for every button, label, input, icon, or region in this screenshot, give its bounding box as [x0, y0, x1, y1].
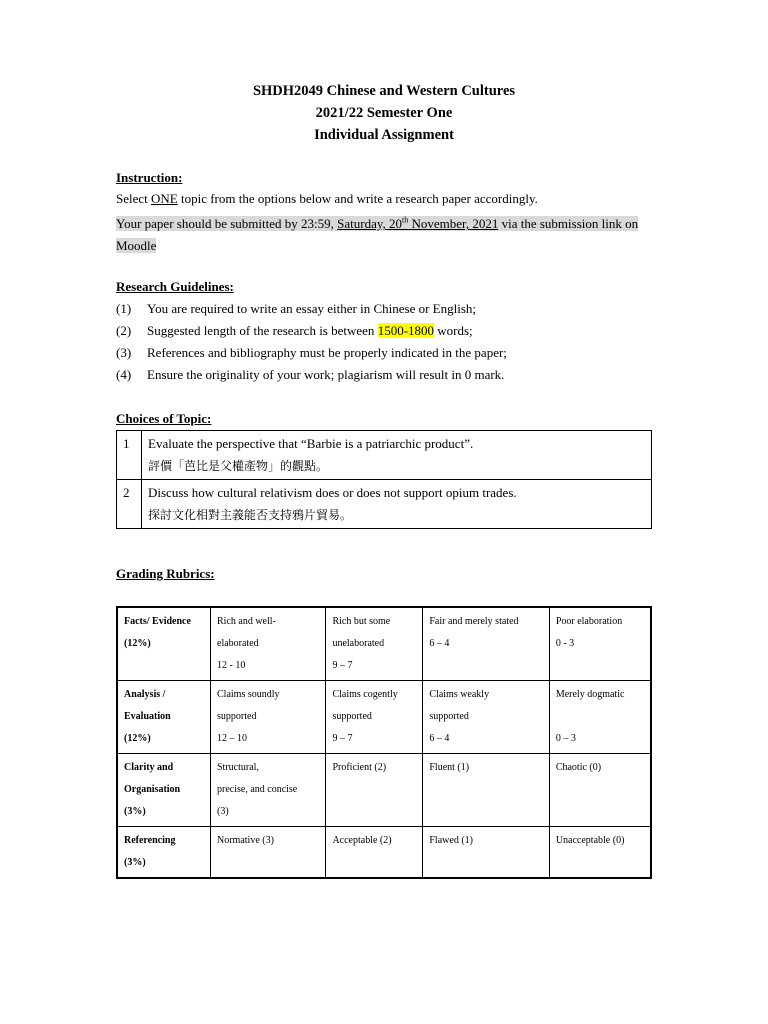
cell-line: supported: [217, 711, 257, 722]
select-one: ONE: [151, 191, 178, 206]
word-count-highlight: 1500-1800: [377, 323, 435, 338]
instruction-select-text: [116, 188, 652, 210]
table-row: [117, 480, 652, 529]
rubric-cell: [423, 827, 549, 879]
semester-title: 2021/22 Semester One: [315, 105, 453, 121]
table-row: [117, 431, 652, 480]
topic-english: Discuss how cultural relativism does or does not support opium trades.: [148, 485, 517, 500]
cell-line: Chaotic (0): [555, 762, 602, 773]
submission-deadline-text: [116, 210, 652, 257]
cell-line: Claims cogently: [332, 689, 398, 700]
table-row: [117, 607, 651, 681]
rubrics-table: [116, 606, 652, 879]
rubric-criterion: [117, 827, 211, 879]
document-title: [0, 80, 768, 146]
cell-line: Structural,: [217, 762, 259, 773]
instruction-heading: Instruction:: [116, 170, 183, 185]
assignment-title: Individual Assignment: [314, 127, 454, 143]
guideline-number: (3): [116, 345, 132, 360]
guideline-item: [116, 298, 507, 320]
table-row: [117, 827, 651, 879]
topic-number: 1: [117, 431, 142, 480]
guideline-number: (1): [116, 301, 132, 316]
topics-heading: Choices of Topic:: [116, 411, 212, 426]
criterion-line: Facts/ Evidence: [124, 616, 191, 627]
submit-post: via the submission link on: [498, 216, 639, 232]
criterion-line: Organisation: [124, 784, 181, 795]
guideline-number: (4): [116, 367, 132, 382]
cell-line: unelaborated: [332, 638, 385, 649]
cell-line: elaborated: [217, 638, 259, 649]
cell-spacer: [556, 706, 644, 728]
rubric-cell: [211, 607, 326, 681]
criterion-line: (3%): [124, 806, 146, 817]
rubrics-heading: Grading Rubrics:: [116, 566, 215, 581]
rubric-cell: [326, 827, 423, 879]
guideline-text-post: words;: [434, 323, 473, 338]
rubric-criterion: [117, 754, 211, 827]
cell-line: Fair and merely stated: [429, 616, 519, 627]
rubric-cell: [211, 754, 326, 827]
cell-line: (3): [217, 806, 229, 817]
cell-line: Unacceptable (0): [555, 835, 625, 846]
criterion-line: (3%): [124, 857, 146, 868]
guideline-text: References and bibliography must be properly indicated in the paper;: [147, 345, 507, 360]
cell-line: Merely dogmatic: [555, 689, 625, 700]
cell-line: 0 - 3: [555, 638, 575, 649]
criterion-line: Analysis /: [124, 689, 166, 700]
cell-line: Poor elaboration: [555, 616, 623, 627]
rubric-cell: [549, 754, 651, 827]
course-title: SHDH2049 Chinese and Western Cultures: [252, 83, 516, 99]
guidelines-list: [116, 298, 507, 386]
rubric-cell: [326, 607, 423, 681]
rubric-cell: [211, 827, 326, 879]
cell-line: Acceptable (2): [332, 835, 392, 846]
guideline-number: (2): [116, 323, 132, 338]
rubric-criterion: [117, 681, 211, 754]
table-row: [117, 754, 651, 827]
cell-line: Rich but some: [332, 616, 391, 627]
cell-line: Fluent (1): [429, 762, 470, 773]
cell-line: Proficient (2): [332, 762, 387, 773]
rubric-cell: [549, 607, 651, 681]
select-pre: Select: [116, 191, 152, 206]
cell-line: 12 – 10: [217, 733, 247, 744]
topic-english: Evaluate the perspective that “Barbie is a patriarchic product”.: [148, 436, 474, 451]
submit-line2: Moodle: [116, 238, 157, 254]
topic-cell: [142, 431, 652, 480]
cell-line: 0 – 3: [555, 733, 576, 744]
rubric-cell: [211, 681, 326, 754]
rubric-criterion: [117, 607, 211, 681]
criterion-line: (12%): [124, 638, 151, 649]
rubric-cell: [326, 754, 423, 827]
rubric-cell: [423, 607, 549, 681]
criterion-line: Clarity and: [124, 762, 174, 773]
submit-date-a: Saturday, 20: [337, 216, 402, 232]
guideline-item: [116, 342, 507, 364]
cell-line: supported: [429, 711, 469, 722]
criterion-line: Evaluation: [124, 711, 171, 722]
table-row: [117, 681, 651, 754]
cell-line: 12 - 10: [217, 660, 246, 671]
criterion-line: Referencing: [124, 835, 176, 846]
topic-number: 2: [117, 480, 142, 529]
guideline-text-pre: You are required to write an essay either in Chinese or English;: [147, 301, 477, 316]
cell-line: 6 – 4: [429, 638, 450, 649]
cell-line: 6 – 4: [429, 733, 450, 744]
guideline-text: Ensure the originality of your work; plagiarism will result in 0 mark.: [147, 367, 505, 382]
cell-line: 9 – 7: [332, 733, 353, 744]
rubric-cell: [423, 681, 549, 754]
cell-line: Flawed (1): [429, 835, 473, 846]
cell-line: Normative (3): [217, 835, 274, 846]
topic-chinese: 評價「芭比是父權產物」的觀點。: [148, 459, 329, 473]
select-post: topic from the options below and write a research paper accordingly.: [177, 191, 538, 206]
criterion-line: (12%): [124, 733, 151, 744]
rubric-cell: [549, 681, 651, 754]
cell-line: Claims weakly: [429, 689, 490, 700]
submit-date: [337, 216, 498, 231]
cell-line: 9 – 7: [332, 660, 353, 671]
topic-cell: [142, 480, 652, 529]
cell-line: precise, and concise: [217, 784, 298, 795]
guidelines-heading: Research Guidelines:: [116, 279, 234, 294]
rubric-cell: [423, 754, 549, 827]
submit-date-b: November, 2021: [408, 216, 499, 232]
guideline-text-pre: Suggested length of the research is between: [147, 323, 378, 338]
cell-line: Claims soundly: [217, 689, 280, 700]
topics-table: [116, 430, 652, 529]
rubric-cell: [326, 681, 423, 754]
guideline-text: [147, 320, 473, 342]
cell-line: supported: [332, 711, 372, 722]
submit-date-sup: th: [402, 216, 409, 225]
rubric-cell: [549, 827, 651, 879]
guideline-text: [147, 298, 476, 320]
cell-line: Rich and well-: [217, 616, 276, 627]
topic-chinese: 探討文化相對主義能否支持鴉片貿易。: [148, 508, 353, 522]
submit-pre: Your paper should be submitted by 23:59,: [116, 216, 338, 232]
guideline-item: [116, 320, 507, 342]
guideline-item: [116, 364, 507, 386]
